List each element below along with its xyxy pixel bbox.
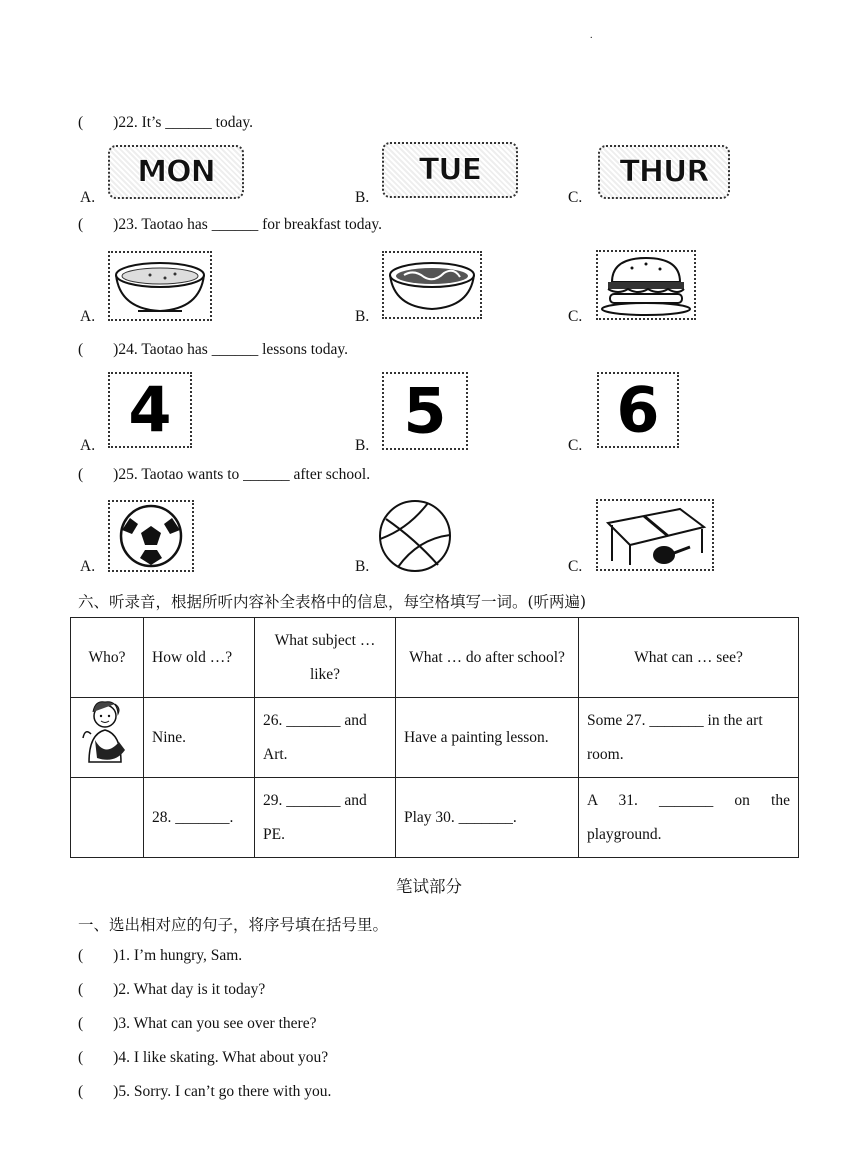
question-text: Taotao has ______ for breakfast today. bbox=[141, 216, 382, 233]
question-text: It’s ______ today. bbox=[141, 114, 253, 131]
see-cell[interactable]: A 31. _______ on the playground. bbox=[579, 778, 799, 858]
answer-paren-open: ( bbox=[78, 947, 84, 964]
number-4-picture bbox=[108, 372, 192, 448]
option-b-label: B. bbox=[355, 558, 370, 575]
porridge-bowl-picture bbox=[108, 251, 212, 321]
table-tennis-icon bbox=[598, 501, 712, 569]
number-5-picture bbox=[382, 372, 468, 450]
option-c-label: C. bbox=[568, 558, 583, 575]
option-a-label: A. bbox=[80, 437, 96, 454]
option-c-label: C. bbox=[568, 308, 583, 325]
answer-paren-open: ( bbox=[78, 1083, 84, 1100]
who-cell bbox=[71, 698, 144, 778]
option-b-label: B. bbox=[355, 189, 370, 206]
header-how-old: How old …? bbox=[144, 618, 255, 698]
number-4-text: 4 bbox=[128, 373, 172, 447]
answer-paren-open: ( bbox=[78, 216, 84, 233]
answer-paren-close: ) bbox=[113, 466, 119, 483]
question-23 bbox=[78, 216, 382, 234]
question-text: Taotao wants to ______ after school. bbox=[141, 466, 371, 483]
question-25 bbox=[78, 466, 370, 484]
mon-text: MON bbox=[137, 154, 215, 190]
question-24 bbox=[78, 341, 348, 359]
age-cell[interactable]: 28. _______. bbox=[144, 778, 255, 858]
who-cell-empty bbox=[71, 778, 144, 858]
thur-picture bbox=[598, 145, 730, 199]
item-text: 3. What can you see over there? bbox=[118, 1015, 317, 1032]
bowl-icon bbox=[110, 253, 210, 319]
hamburger-picture bbox=[596, 250, 696, 320]
number-5-text: 5 bbox=[403, 374, 447, 448]
header-who: Who? bbox=[71, 618, 144, 698]
question-number: 24. bbox=[118, 341, 138, 358]
table-row bbox=[71, 698, 799, 778]
question-number: 23. bbox=[118, 216, 138, 233]
item-text: 1. I’m hungry, Sam. bbox=[118, 947, 243, 964]
mon-picture bbox=[108, 145, 244, 199]
match-item-1 bbox=[78, 947, 242, 965]
question-number: 22. bbox=[118, 114, 138, 131]
match-item-5 bbox=[78, 1083, 331, 1101]
section-6-heading: 六、听录音，根据所听内容补全表格中的信息，每空格填写一词。(听两遍) bbox=[78, 593, 587, 611]
thur-text: THUR bbox=[619, 154, 709, 190]
table-tennis-picture bbox=[596, 499, 714, 571]
option-a-label: A. bbox=[80, 189, 96, 206]
after-school-cell: Have a painting lesson. bbox=[396, 698, 579, 778]
number-6-picture bbox=[597, 372, 679, 448]
page-mark: . bbox=[590, 30, 593, 41]
noodle-bowl-picture bbox=[382, 251, 482, 319]
after-school-cell[interactable]: Play 30. _______. bbox=[396, 778, 579, 858]
subject-cell[interactable]: 26. _______ and Art. bbox=[255, 698, 396, 778]
answer-paren-close: ) bbox=[113, 1049, 119, 1066]
answer-paren-close: ) bbox=[113, 947, 119, 964]
tue-text: TUE bbox=[418, 152, 482, 188]
basketball-picture bbox=[378, 499, 452, 573]
option-b-label: B. bbox=[355, 308, 370, 325]
answer-paren-open: ( bbox=[78, 981, 84, 998]
match-item-2 bbox=[78, 981, 265, 999]
question-22 bbox=[78, 114, 253, 132]
answer-paren-close: ) bbox=[113, 341, 119, 358]
noodles-icon bbox=[384, 253, 480, 317]
question-number: 25. bbox=[118, 466, 138, 483]
item-text: 2. What day is it today? bbox=[118, 981, 266, 998]
answer-paren-close: ) bbox=[113, 1083, 119, 1100]
football-icon bbox=[110, 502, 192, 570]
basketball-icon bbox=[378, 499, 452, 573]
answer-paren-open: ( bbox=[78, 341, 84, 358]
answer-paren-close: ) bbox=[113, 114, 119, 131]
table-header-row bbox=[71, 618, 799, 698]
answer-paren-open: ( bbox=[78, 1049, 84, 1066]
answer-paren-open: ( bbox=[78, 466, 84, 483]
written-heading: 一、选出相对应的句子，将序号填在括号里。 bbox=[78, 916, 389, 934]
option-c-label: C. bbox=[568, 189, 583, 206]
hamburger-icon bbox=[598, 252, 694, 318]
item-text: 5. Sorry. I can’t go there with you. bbox=[118, 1083, 332, 1100]
written-title: 笔试部分 bbox=[396, 877, 462, 896]
answer-paren-open: ( bbox=[78, 1015, 84, 1032]
header-after-school: What … do after school? bbox=[396, 618, 579, 698]
answer-paren-close: ) bbox=[113, 981, 119, 998]
subject-cell[interactable]: 29. _______ and PE. bbox=[255, 778, 396, 858]
header-subject: What subject … like? bbox=[255, 618, 396, 698]
number-6-text: 6 bbox=[616, 373, 660, 447]
item-text: 4. I like skating. What about you? bbox=[118, 1049, 329, 1066]
match-item-4 bbox=[78, 1049, 328, 1067]
answer-paren-close: ) bbox=[113, 216, 119, 233]
question-text: Taotao has ______ lessons today. bbox=[141, 341, 349, 358]
option-a-label: A. bbox=[80, 308, 96, 325]
match-item-3 bbox=[78, 1015, 316, 1033]
football-picture bbox=[108, 500, 194, 572]
answer-paren-close: ) bbox=[113, 1015, 119, 1032]
tue-picture bbox=[382, 142, 518, 198]
girl-picture-icon bbox=[75, 698, 137, 764]
answer-paren-open: ( bbox=[78, 114, 84, 131]
table-row bbox=[71, 778, 799, 858]
header-see: What can … see? bbox=[579, 618, 799, 698]
option-a-label: A. bbox=[80, 558, 96, 575]
see-cell[interactable]: Some 27. _______ in the art room. bbox=[579, 698, 799, 778]
option-b-label: B. bbox=[355, 437, 370, 454]
age-cell: Nine. bbox=[144, 698, 255, 778]
option-c-label: C. bbox=[568, 437, 583, 454]
info-table bbox=[70, 617, 799, 858]
